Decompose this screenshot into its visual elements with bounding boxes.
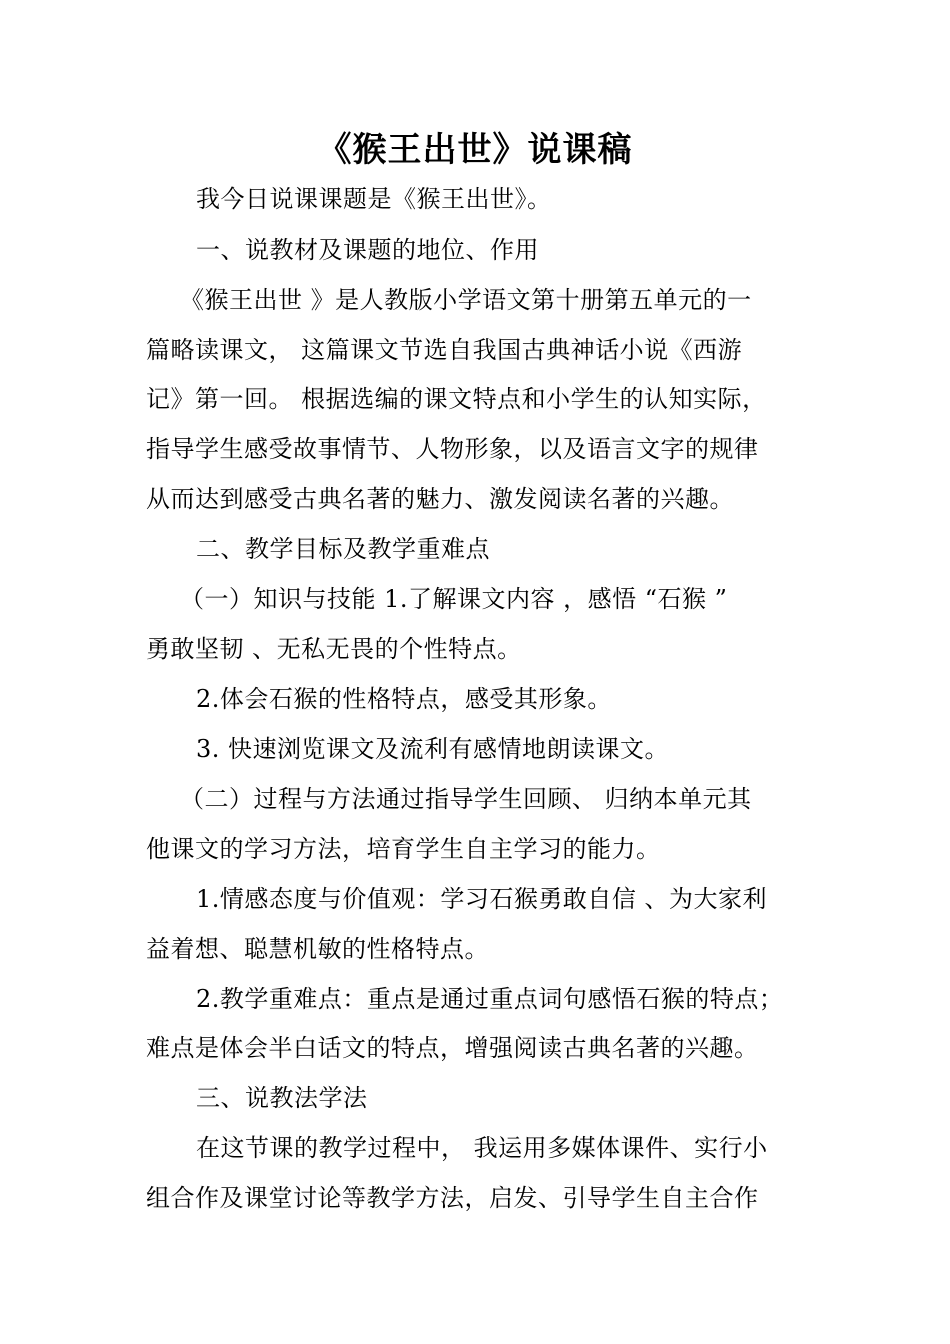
- paragraph-line: 3. 快速浏览课文及流利有感情地朗读课文。: [196, 735, 670, 763]
- section-heading: 一、说教材及课题的地位、作用: [196, 236, 539, 264]
- section-heading: 三、说教法学法: [196, 1084, 368, 1112]
- paragraph-line: （一）知识与技能 1.了解课文内容 ，感悟 “石猴 ”: [180, 585, 728, 613]
- paragraph-line: 从而达到感受古典名著的魅力、激发阅读名著的兴趣。: [146, 485, 734, 513]
- paragraph-line: 组合作及课堂讨论等教学方法，启发、引导学生自主合作: [146, 1184, 759, 1212]
- paragraph-line: 记》第一回。 根据选编的课文特点和小学生的认知实际，: [146, 385, 767, 413]
- paragraph-line: 益着想、聪慧机敏的性格特点。: [146, 935, 489, 963]
- paragraph-line: 在这节课的教学过程中， 我运用多媒体课件、实行小: [196, 1134, 768, 1162]
- paragraph-line: 我今日说课课题是《猴王出世》。: [196, 185, 552, 213]
- document-title: 《猴王出世》说课稿: [317, 130, 633, 170]
- paragraph-line: 指导学生感受故事情节、人物形象，以及语言文字的规律: [146, 435, 759, 463]
- paragraph-line: 篇略读课文， 这篇课文节选自我国古典神话小说《西游: [146, 336, 743, 364]
- paragraph-line: 2.教学重难点：重点是通过重点词句感悟石猴的特点；: [196, 985, 784, 1013]
- paragraph-line: 1.情感态度与价值观：学习石猴勇敢自信 、为大家利: [196, 885, 768, 913]
- paragraph-line: 2.体会石猴的性格特点，感受其形象。: [196, 685, 612, 713]
- section-heading: 二、教学目标及教学重难点: [196, 535, 490, 563]
- paragraph-line: 《猴王出世 》是人教版小学语文第十册第五单元的一: [180, 286, 752, 314]
- paragraph-line: （二）过程与方法通过指导学生回顾、 归纳本单元其: [180, 785, 752, 813]
- paragraph-line: 勇敢坚韧 、无私无畏的个性特点。: [146, 635, 522, 663]
- paragraph-line: 他课文的学习方法，培育学生自主学习的能力。: [146, 835, 661, 863]
- paragraph-line: 难点是体会半白话文的特点，增强阅读古典名著的兴趣。: [146, 1034, 759, 1062]
